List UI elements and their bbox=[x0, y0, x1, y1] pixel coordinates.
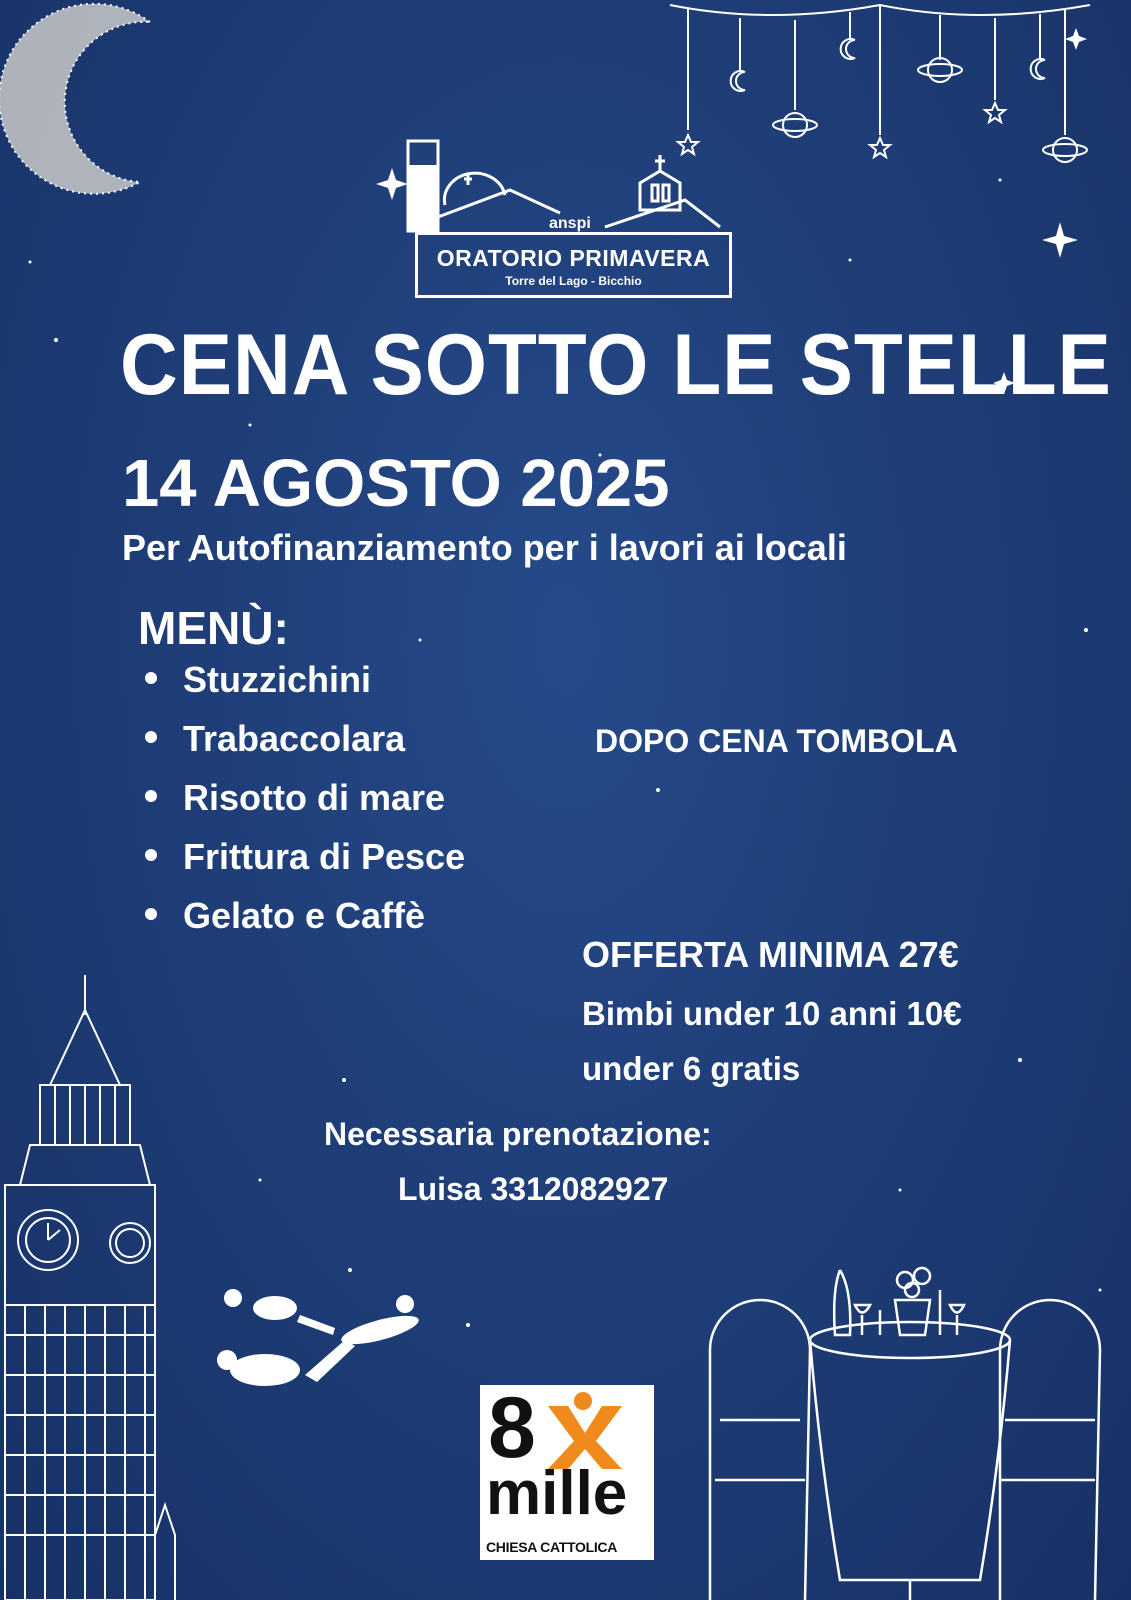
bullet-icon bbox=[145, 672, 157, 684]
menu-list bbox=[145, 660, 465, 955]
menu-item bbox=[145, 837, 465, 896]
menu-item bbox=[145, 778, 465, 837]
bullet-icon bbox=[145, 790, 157, 802]
otto-per-mille-logo bbox=[480, 1380, 654, 1560]
menu-item-label: Frittura di Pesce bbox=[183, 836, 466, 877]
anspi-label: anspi bbox=[549, 215, 591, 232]
menu-item-label: Trabaccolara bbox=[183, 718, 406, 759]
oratorio-name: ORATORIO PRIMAVERA bbox=[436, 245, 711, 271]
event-date: 14 AGOSTO 2025 bbox=[122, 446, 670, 521]
flying-children-icon bbox=[205, 1280, 445, 1420]
event-purpose: Per Autofinanziamento per i lavori ai locali bbox=[122, 527, 847, 568]
moon-icon bbox=[0, 0, 200, 200]
menu-item-label: Risotto di mare bbox=[183, 777, 446, 818]
otto-number: 8 bbox=[488, 1380, 536, 1476]
menu-heading: MENÙ: bbox=[138, 602, 289, 654]
menu-item bbox=[145, 660, 465, 719]
oratorio-place: Torre del Lago - Bicchio bbox=[505, 274, 642, 288]
menu-item-label: Gelato e Caffè bbox=[183, 895, 426, 936]
under-six-free: under 6 gratis bbox=[582, 1050, 801, 1087]
dinner-table-icon bbox=[700, 1260, 1131, 1600]
minimum-offer: OFFERTA MINIMA 27€ bbox=[582, 934, 959, 975]
booking-label: Necessaria prenotazione: bbox=[324, 1116, 712, 1152]
event-title: CENA SOTTO LE STELLE bbox=[120, 317, 1112, 413]
bullet-icon bbox=[145, 908, 157, 920]
bullet-icon bbox=[145, 849, 157, 861]
clock-tower-icon bbox=[0, 975, 180, 1600]
booking-contact: Luisa 3312082927 bbox=[398, 1171, 669, 1207]
oratorio-logo-box bbox=[415, 232, 732, 298]
after-dinner-tombola: DOPO CENA TOMBOLA bbox=[595, 723, 958, 759]
menu-item bbox=[145, 896, 465, 955]
kids-price: Bimbi under 10 anni 10€ bbox=[582, 995, 962, 1032]
menu-item bbox=[145, 719, 465, 778]
menu-item-label: Stuzzichini bbox=[183, 659, 371, 700]
bullet-icon bbox=[145, 731, 157, 743]
star-icon bbox=[1042, 222, 1078, 258]
otto-church-label: CHIESA CATTOLICA bbox=[486, 1539, 618, 1555]
otto-mille-word: mille bbox=[486, 1459, 628, 1528]
